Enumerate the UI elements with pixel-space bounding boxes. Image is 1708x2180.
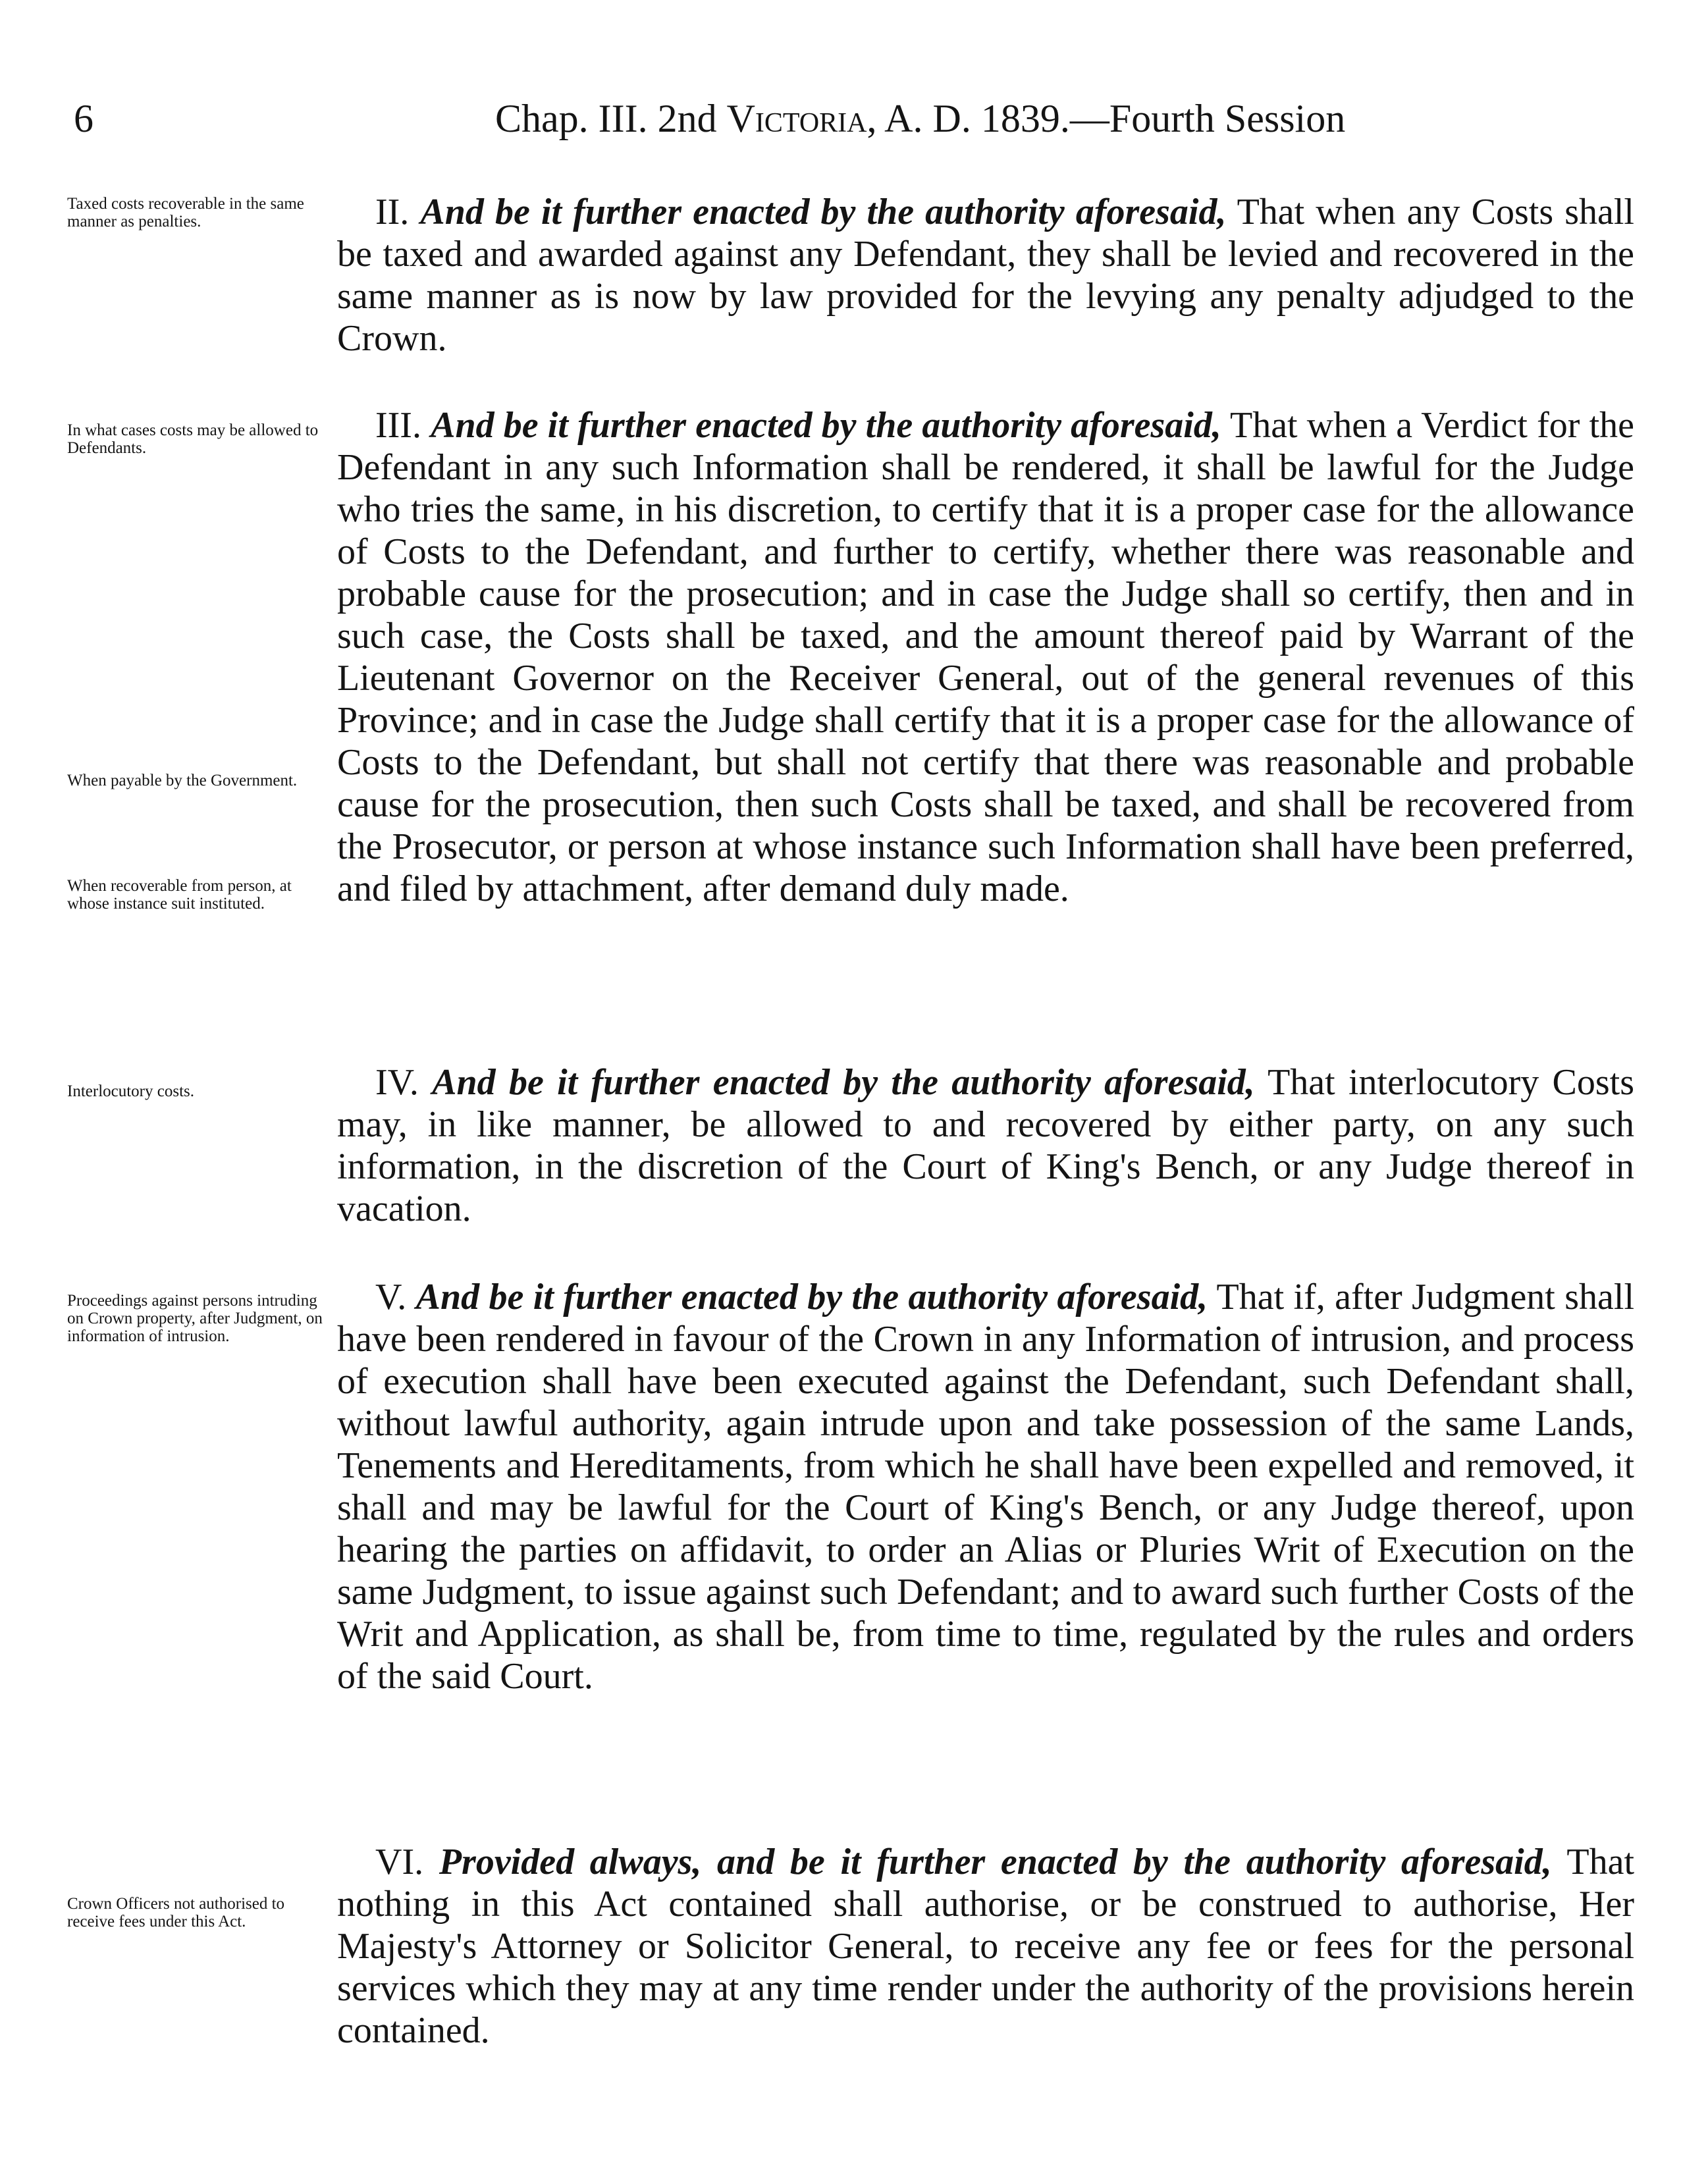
margin-note-taxed-costs: Taxed costs recoverable in the same manner as penalties. xyxy=(67,195,304,230)
section-number: IV. xyxy=(375,1062,419,1103)
enacting-formula: And be it further enacted by the authority aforesaid, xyxy=(431,405,1221,446)
section-iii-text xyxy=(337,404,1634,910)
running-head-session: , A. D. 1839.—Fourth Session xyxy=(867,97,1346,140)
section-number: III. xyxy=(375,405,421,446)
section-body: That when a Verdict for the Defendant in any such Information shall be rendered, it shall be lawful for the Judge who tries the same, in his discretion, to certify that it is a proper case for the allowance of Costs to the Defendant, and further to certify, whether there was reasonable and probable cause for the prosecution; and in case the Judge shall so certify, then and in such case, the Costs shall be taxed, and the amount thereof paid by Warrant of the Lieutenant Governor on the Receiver General, out of the general revenues of this Province; and in case the Judge shall certify that it is a proper case for the allowance of Costs to the Defendant, but shall not certify that there was reasonable and probable cause for the prosecution, then such Costs shall be taxed, and shall be recovered from the Prosecutor, or person at whose instance such Information shall have been preferred, and filed by attachment, after demand duly made. xyxy=(337,405,1635,909)
running-head-chapter: Chap. III. 2nd xyxy=(495,97,727,140)
section-number: VI. xyxy=(375,1842,424,1882)
enacting-formula: And be it further enacted by the authority aforesaid, xyxy=(415,1277,1208,1317)
section-iv xyxy=(337,1061,1634,1230)
section-iv-text xyxy=(337,1061,1634,1230)
section-body: That nothing in this Act contained shall authorise, or be construed to authorise, Her Majesty's Attorney or Solicitor General, to receive any fee or fees for the personal services which they may at any time render under the authority of the provisions herein contained. xyxy=(337,1842,1635,2051)
margin-note-payable-by-government: When payable by the Government. xyxy=(67,772,298,789)
running-head xyxy=(495,99,1345,138)
margin-note-recoverable-from-person: When recoverable from person, at whose instance suit instituted. xyxy=(67,877,292,913)
running-head-reign: Victoria xyxy=(726,97,867,140)
section-number: II. xyxy=(375,192,410,232)
enacting-formula: And be it further enacted by the authority aforesaid, xyxy=(432,1062,1255,1103)
section-v xyxy=(337,1276,1634,1697)
section-body: That interlocutory Costs may, in like manner, be allowed to and recovered by either party, on any such information, in the discretion of the Court of King's Bench, or any Judge thereof in vacation. xyxy=(337,1062,1634,1229)
section-ii-text xyxy=(337,191,1634,359)
margin-note-when-costs-allowed: In what cases costs may be allowed to Defendants. xyxy=(67,421,319,457)
section-body: That if, after Judgment shall have been rendered in favour of the Crown in any Information of intrusion, and process of execution shall have been executed against the Defendant, such Defendant shall, without lawful authority, again intrude upon and take possession of the same Lands, Tenements and Hereditaments, from which he shall have been expelled and removed, it shall and may be lawful for the Court of King's Bench, or any Judge thereof, upon hearing the parties on affidavit, to order an Alias or Pluries Writ of Execution on the same Judgment, to issue against such Defendant; and to award such further Costs of the Writ and Application, as shall be, from time to time, regulated by the rules and orders of the said Court. xyxy=(337,1277,1635,1697)
section-ii xyxy=(337,191,1634,359)
margin-note-crown-officers: Crown Officers not authorised to receive fees under this Act. xyxy=(67,1895,285,1930)
section-vi xyxy=(337,1841,1634,2052)
section-v-text xyxy=(337,1276,1634,1697)
section-vi-text xyxy=(337,1841,1634,2052)
section-body: That when any Costs shall be taxed and awarded against any Defendant, they shall be levied and recovered in the same manner as is now by law provided for the levying any penalty adjudged to the Crown. xyxy=(337,192,1634,359)
enacting-formula: And be it further enacted by the authority aforesaid, xyxy=(420,192,1227,232)
page-number: 6 xyxy=(74,97,93,140)
section-iii xyxy=(337,404,1634,910)
margin-note-interlocutory-costs: Interlocutory costs. xyxy=(67,1082,195,1100)
section-number: V. xyxy=(375,1277,407,1317)
enacting-formula: Provided always, and be it further enacted by the authority aforesaid, xyxy=(439,1842,1552,1882)
margin-note-proceedings-against-intruders: Proceedings against persons intruding on Crown property, after Judgment, on information of intrusion. xyxy=(67,1292,323,1345)
